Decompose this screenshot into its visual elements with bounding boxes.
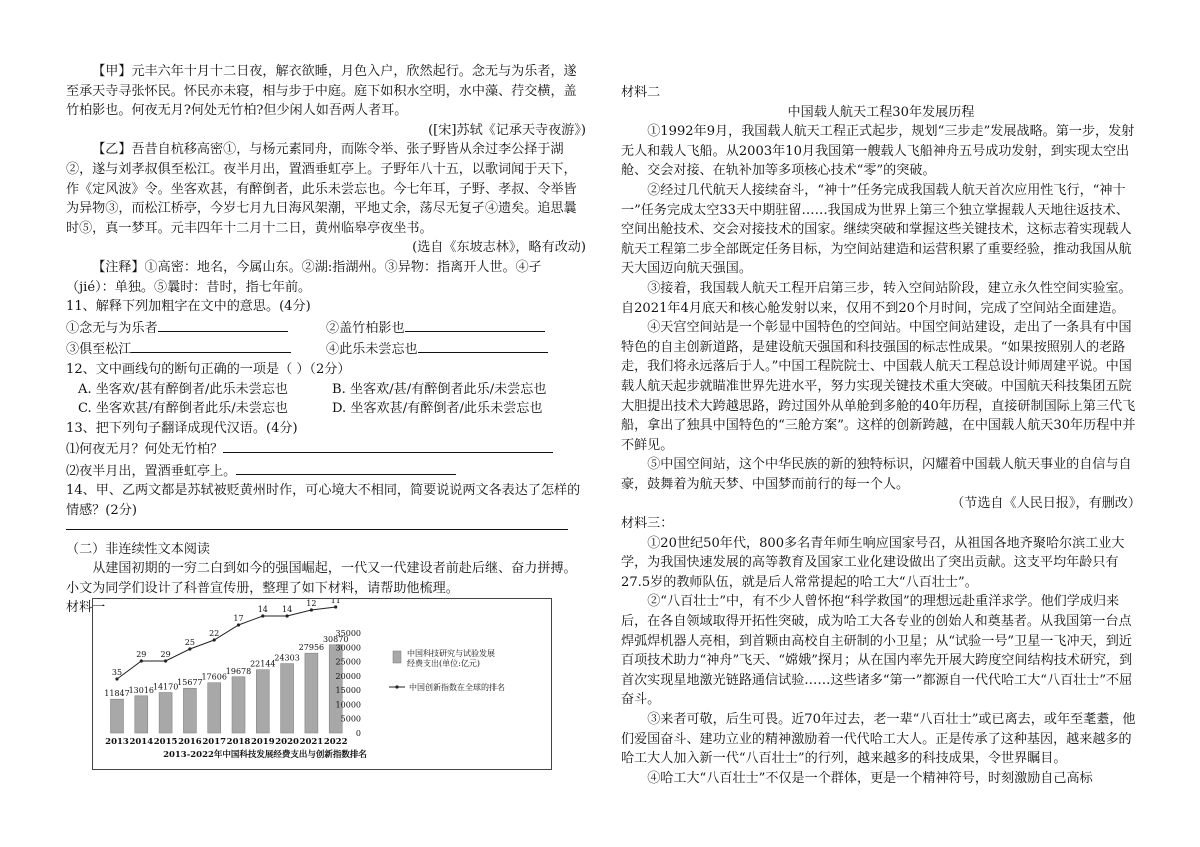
m3-paragraph: ④哈工大“八百壮士”不仅是一个群体，更是一个精神符号，时刻激励自己高标: [647, 770, 1093, 786]
passage-yi: [66, 140, 586, 238]
chart-title: 2013-2022年中国科技发展经费支出与创新指数排名: [163, 750, 367, 760]
m3-paragraph: ②“八百壮士”中，有不少人曾怀抱“科学救国”的理想远赴重洋求学。他们学成归来后，在各自领域取得开拓性突破，成为哈工大各专业的创始人和奠基者。从我国第一台点焊弧焊机器人亮相，到首颗由高校自主研制的小卫星；从“试验一号”卫星一飞冲天，到近百项技术助力“神舟”飞天、“嫦娥”探月；从在国内率先开展大跨度空间结构技术研究，到首次实现星地激光链路通信试验……这些诸多“第一”都源自一代代哈工大“八百壮士”不屈奋斗。: [621, 594, 1133, 708]
material-1-label: 材料一: [66, 600, 106, 616]
y-tick-label: 0: [355, 729, 361, 738]
m3-paragraph: ①20世纪50年代，800多名青年师生响应国家号召，从祖国各地齐聚哈尔滨工业大学，为我国快速发展的高等教育及国家工业化建设做出了突出贡献。这支平均年龄只有27.5岁的教师队伍，就是后人常常提起的哈工大“八百壮士”。: [621, 535, 1125, 590]
rank-value-label: 29: [136, 650, 147, 659]
y-tick-label: 15000: [335, 686, 361, 696]
x-tick-label: 2019: [250, 737, 275, 747]
bar-value-label: 22144: [250, 659, 276, 669]
question-12: 12、文中画线句的断句正确的一项是（ ）（2分）: [66, 361, 351, 377]
rank-value-label: 14: [282, 605, 293, 614]
rank-point-2016: [188, 647, 191, 650]
answer-blank[interactable]: [131, 338, 291, 353]
rank-point-2020: [286, 614, 289, 617]
bar-value-label: 19678: [225, 666, 252, 676]
answer-blank[interactable]: [405, 317, 545, 332]
right-column: [621, 83, 1141, 788]
yi-source: (选自《东坡志林》，略有改动): [412, 240, 586, 256]
answer-blank[interactable]: [223, 438, 553, 453]
rank-value-label: 12: [306, 599, 317, 608]
legend-bar-label-line2: 经费支出(单位:亿元): [407, 659, 480, 668]
bar-2017: [208, 683, 221, 733]
rank-value-label: 22: [209, 629, 220, 638]
rank-value-label: 11: [330, 599, 341, 605]
bar-2013: [111, 699, 124, 733]
y-tick-label: 25000: [335, 657, 361, 667]
rank-value-label: 17: [233, 614, 244, 623]
x-tick-label: 2014: [129, 737, 154, 747]
q11-row-2: [66, 338, 586, 360]
rank-value-label: 14: [257, 605, 268, 614]
answer-line[interactable]: [66, 529, 568, 530]
q12-option-b[interactable]: B. 坐客欢/甚/有醉倒者此乐/未尝忘也: [332, 381, 547, 397]
rank-point-2018: [237, 623, 240, 626]
legend-bar-label-line1: 中国科技研究与试验发展: [407, 649, 495, 658]
rank-point-2013: [115, 677, 118, 680]
rank-point-2022: [334, 605, 337, 608]
m2-paragraph: ②经过几代航天人接续奋斗，“神十”任务完成我国载人航天首次应用性飞行，“神十一”任务完成太空33天中期驻留……我国成为世界上第三个独立掌握载人天地往返技术、空间出舱技术、交会对接技术的国家。继续突破和掌握这些关键技术，这标志着实现载人航天工程第二步全部既定任务目标，为空间站建造和运营积累了重要经验，推动我国从航天大国迈向航天强国。: [621, 182, 1132, 277]
yi-text: 吾昔自杭移高密①，与杨元素同舟，而陈令举、张子野皆从余过李公择于湖②，遂与刘孝叔俱至松江。夜半月出，置酒垂虹亭上。子野年八十五，以歌词闻于天下，作《定风波》令。坐客欢甚，有醉倒者，此乐未尝忘也。今七年耳，子野、孝叔、令举皆为异物③，而松江桥亭，今岁七月九日海风架潮，平地丈余，荡尽无复孑④遗矣。追思曩时⑤，真一梦耳。元丰四年十二月十二日，黄州临皋亭夜坐书。: [66, 142, 577, 236]
q11-row-1: [66, 317, 586, 339]
bar-2016: [183, 688, 196, 733]
bar-2021: [305, 653, 318, 733]
rank-point-2017: [213, 638, 216, 641]
chart-box: [92, 598, 552, 770]
material-3-label: 材料三：: [621, 516, 674, 532]
rank-point-2019: [261, 614, 264, 617]
legend-line-marker: [395, 685, 398, 688]
bar-2015: [159, 693, 172, 733]
answer-blank[interactable]: [418, 338, 548, 353]
q13-item-2: ⑵夜半月出，置酒垂虹亭上。: [66, 460, 586, 482]
m2-paragraph: ④天宫空间站是一个彰显中国特色的空间站。中国空间站建设，走出了一条具有中国特色的自主创新道路，是建设航天强国和科技强国的标志性成果。“如果按照别人的老路走，我们将永远落后于人。”中国工程院院士、中国载人航天工程总设计师周建平说。中国载人航天起步就瞄准世界先进水平，努力实现关键技术重大突破。中国航天科技集团五院大胆提出技术大跨越思路，跨过国外从单舱到多舱的40年历程，直接研制国际上第三代飞船，拿出了独具中国特色的“三舱方案”。这样的创新跨越，在中国载人航天30年历程中并不鲜见。: [621, 320, 1136, 453]
m3-paragraph: ③来者可敬，后生可畏。近70年过去，老一辈“八百壮士”或已离去，或年至耄耋，他们爱国奋斗、建功立业的精神激励着一代代哈工大人。正是传承了这种基因，越来越多的哈工大人加入新一代“八百壮士”的行列，越来越多的科技成果，令世界瞩目。: [621, 712, 1136, 767]
x-tick-label: 2021: [299, 737, 324, 747]
rank-value-label: 25: [184, 638, 195, 647]
bar-2018: [232, 677, 245, 733]
y-tick-label: 30000: [335, 643, 361, 653]
passage-jia: [66, 62, 586, 121]
bar-value-label: 15677: [177, 678, 203, 688]
q12-option-c[interactable]: C. 坐客欢甚/有醉倒者此乐/未尝忘也: [78, 401, 289, 417]
section-2-title: （二）非连续性文本阅读: [66, 541, 211, 557]
bar-2014: [135, 696, 148, 733]
bar-value-label: 17606: [201, 672, 227, 682]
q12-options-row-2: [66, 399, 586, 419]
material-2-source: （节选自《人民日报》，有删改）: [951, 496, 1141, 512]
bar-value-label: 30870: [322, 634, 349, 644]
q11-item: ④此乐未尝忘也: [326, 338, 586, 360]
yi-label: 【乙】: [92, 142, 132, 158]
y-tick-label: 35000: [335, 629, 361, 638]
jia-text: 元丰六年十月十二日夜，解衣欲睡，月色入户，欣然起行。念无与为乐者，遂至承天寺寻张怀民。怀民亦未寝，相与步于中庭。庭下如积水空明，水中藻、荇交横，盖竹柏影也。何夜无月?何处无竹柏?但少闲人如吾两人者耳。: [66, 64, 577, 119]
rank-point-2015: [164, 659, 167, 662]
m2-paragraph: ③接着，我国载人航天工程开启第三步，转入空间站阶段，建立永久性空间实验室。自2021年4月底天和核心舱发射以来，仅用不到20个月时间，完成了空间站全面建造。: [621, 280, 1132, 316]
question-14: 14、甲、乙两文都是苏轼被贬黄州时作，可心境大不相同，简要说说两文各表达了怎样的情感？(2分): [66, 483, 581, 519]
bar-2020: [281, 664, 294, 733]
q11-item: ①念无与为乐者: [66, 317, 326, 339]
material-2-label: 材料二: [621, 85, 661, 100]
rank-value-label: 35: [111, 668, 123, 677]
bar-value-label: 13016: [128, 685, 155, 695]
bar-value-label: 11847: [104, 689, 130, 699]
jia-label: 【甲】: [92, 64, 132, 79]
y-tick-label: 20000: [335, 671, 361, 681]
legend-line-label: 中国创新指数在全球的排名: [409, 683, 505, 692]
bar-2019: [256, 670, 269, 733]
rank-point-2014: [140, 659, 143, 662]
x-tick-label: 2018: [226, 737, 251, 747]
left-column: [66, 62, 586, 618]
q11-item: ②盖竹柏影也: [326, 317, 586, 339]
rd-expenditure-chart: [93, 599, 551, 769]
q11-item: ③俱至松江: [66, 338, 326, 360]
x-tick-label: 2016: [178, 737, 202, 747]
legend-bar-swatch: [393, 651, 401, 663]
bar-value-label: 24303: [274, 653, 300, 663]
notes: 【注释】①高密：地名，今属山东。②湖:指湖州。③异物：指离开人世。④孑（jié）：单独。⑤曩时：昔时，指七年前。: [66, 259, 542, 295]
x-tick-label: 2015: [153, 737, 178, 747]
q12-option-a[interactable]: A. 坐客欢/甚有醉倒者/此乐未尝忘也: [78, 381, 288, 397]
rank-point-2021: [310, 608, 313, 611]
question-11: 11、解释下列加粗字在文中的意思。(4分): [66, 299, 311, 315]
x-tick-label: 2022: [323, 737, 348, 747]
jia-source: ([宋]苏轼《记承天寺夜游》): [428, 122, 586, 138]
material-2-title: 中国载人航天工程30年发展历程: [787, 104, 975, 120]
q12-options-row-1: [66, 380, 586, 400]
m2-paragraph: ①1992年9月，我国载人航天工程正式起步，规划“三步走”发展战略。第一步，发射无人和载人飞船。从2003年10月我国第一艘载人飞船神舟五号成功发射，到实现太空出舱、交会对接、在轨补加等多项核心技术“零”的突破。: [621, 124, 1135, 179]
x-tick-label: 2017: [202, 737, 227, 747]
section-2-intro: 从建国初期的一穷二白到如今的强国崛起，一代又一代建设者前赴后继、奋力拼搏。小文为同学们设计了科普宣传册，整理了如下材料，请帮助他梳理。: [66, 561, 577, 596]
bar-value-label: 14170: [152, 682, 179, 692]
y-tick-label: 10000: [335, 700, 361, 710]
x-tick-label: 2013: [105, 737, 129, 747]
q13-item-1: ⑴何夜无月？何处无竹柏？: [66, 438, 586, 460]
answer-blank[interactable]: [236, 460, 456, 475]
y-tick-label: 5000: [340, 714, 361, 724]
x-tick-label: 2020: [275, 737, 299, 747]
answer-blank[interactable]: [158, 317, 288, 332]
bar-value-label: 27956: [298, 643, 325, 653]
question-13: 13、把下列句子翻译成现代汉语。(4分): [66, 420, 298, 436]
q12-option-d[interactable]: D. 坐客欢甚/有醉倒者/此乐未尝忘也: [332, 401, 543, 417]
rank-value-label: 29: [160, 650, 171, 659]
m2-paragraph: ⑤中国空间站，这个中华民族的新的独特标识，闪耀着中国载人航天事业的自信与自豪，鼓舞着为航天梦、中国梦而前行的每一个人。: [621, 457, 1132, 492]
